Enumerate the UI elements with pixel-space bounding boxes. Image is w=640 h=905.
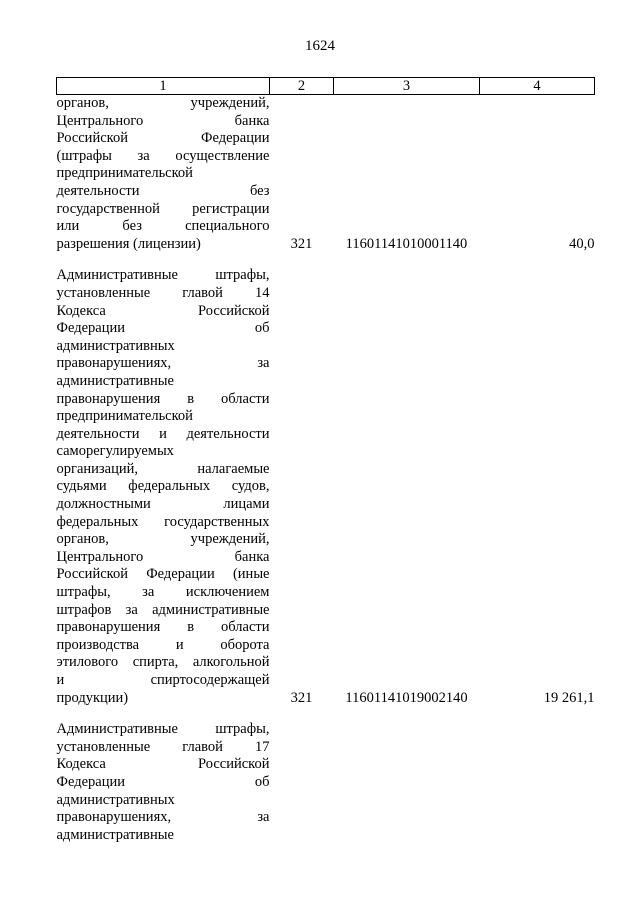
amount-cell: 19 261,1 (543, 689, 595, 706)
description-line: Российской Федерации (56, 130, 270, 147)
description-line: и спиртосодержащей (56, 672, 270, 688)
table-row (57, 267, 595, 707)
description-line: производства и оборота (56, 636, 270, 653)
description-line: должностными лицами (56, 496, 270, 513)
row-description (57, 267, 270, 707)
description-line: Кодекса Российской (56, 302, 270, 319)
description-line: этилового спирта, алкогольной (56, 654, 270, 671)
description-line: Российской Федерации (иные (56, 566, 270, 583)
description-line: органов, учреждений, (56, 95, 270, 111)
description-line: правонарушения в области (56, 390, 270, 407)
description-line: штрафы, за исключением (56, 584, 270, 601)
kbk-code-cell: 11601141010001140 (345, 235, 468, 252)
description-line: Центрального банка (56, 548, 270, 565)
column-header-3: 3 (334, 78, 480, 95)
description-line: деятельности и деятельности (56, 425, 270, 442)
description-line: Федерации об (56, 773, 270, 790)
row-description (57, 721, 270, 844)
description-line: саморегулируемых (56, 443, 174, 460)
description-line: правонарушениях, за (56, 809, 270, 826)
description-line: предпринимательской (56, 165, 193, 182)
admin-code-cell: 321 (290, 235, 313, 252)
description-line: Административные штрафы, (56, 721, 270, 738)
description-line: установленные главой 14 (56, 284, 270, 301)
amount-cell (480, 721, 595, 844)
description-line: предпринимательской (56, 408, 193, 425)
description-line: установленные главой 17 (56, 738, 270, 755)
description-line: разрешения (лицензии) (56, 235, 201, 252)
description-line: Административные штрафы, (56, 267, 270, 284)
page-number: 1624 (305, 38, 335, 54)
description-line: штрафов за административные (56, 601, 270, 618)
column-header-2: 2 (270, 78, 334, 95)
column-header-1: 1 (57, 78, 270, 95)
description-line: административных (56, 337, 175, 354)
description-line: правонарушениях, за (56, 355, 270, 372)
table-row (57, 95, 595, 254)
description-line: Кодекса Российской (56, 756, 270, 773)
column-header-4: 4 (480, 78, 595, 95)
description-line: деятельности без (56, 182, 270, 199)
description-line: административных (56, 791, 175, 808)
budget-table (56, 77, 595, 844)
admin-code-cell (270, 721, 334, 844)
description-line: (штрафы за осуществление (56, 147, 270, 164)
description-line: Центрального банка (56, 112, 270, 129)
description-line: продукции) (56, 689, 129, 706)
description-line: организаций, налагаемые (56, 460, 270, 477)
description-line: органов, учреждений, (56, 531, 270, 548)
amount-cell: 40,0 (569, 235, 595, 252)
description-line: или без специального (56, 218, 270, 235)
description-line: административные (56, 826, 174, 843)
description-line: административные (56, 372, 174, 389)
description-line: Федерации об (56, 320, 270, 337)
row-description (57, 95, 270, 254)
table-row (57, 721, 595, 844)
kbk-code-cell: 11601141019002140 (345, 689, 468, 706)
row-spacer (57, 707, 595, 721)
kbk-code-cell (334, 721, 480, 844)
description-line: государственной регистрации (56, 200, 270, 217)
description-line: федеральных государственных (56, 513, 270, 530)
description-line: судьями федеральных судов, (56, 478, 270, 495)
row-spacer (57, 253, 595, 267)
column-number-row (57, 78, 595, 95)
admin-code-cell: 321 (290, 689, 313, 706)
description-line: правонарушения в области (56, 619, 270, 636)
